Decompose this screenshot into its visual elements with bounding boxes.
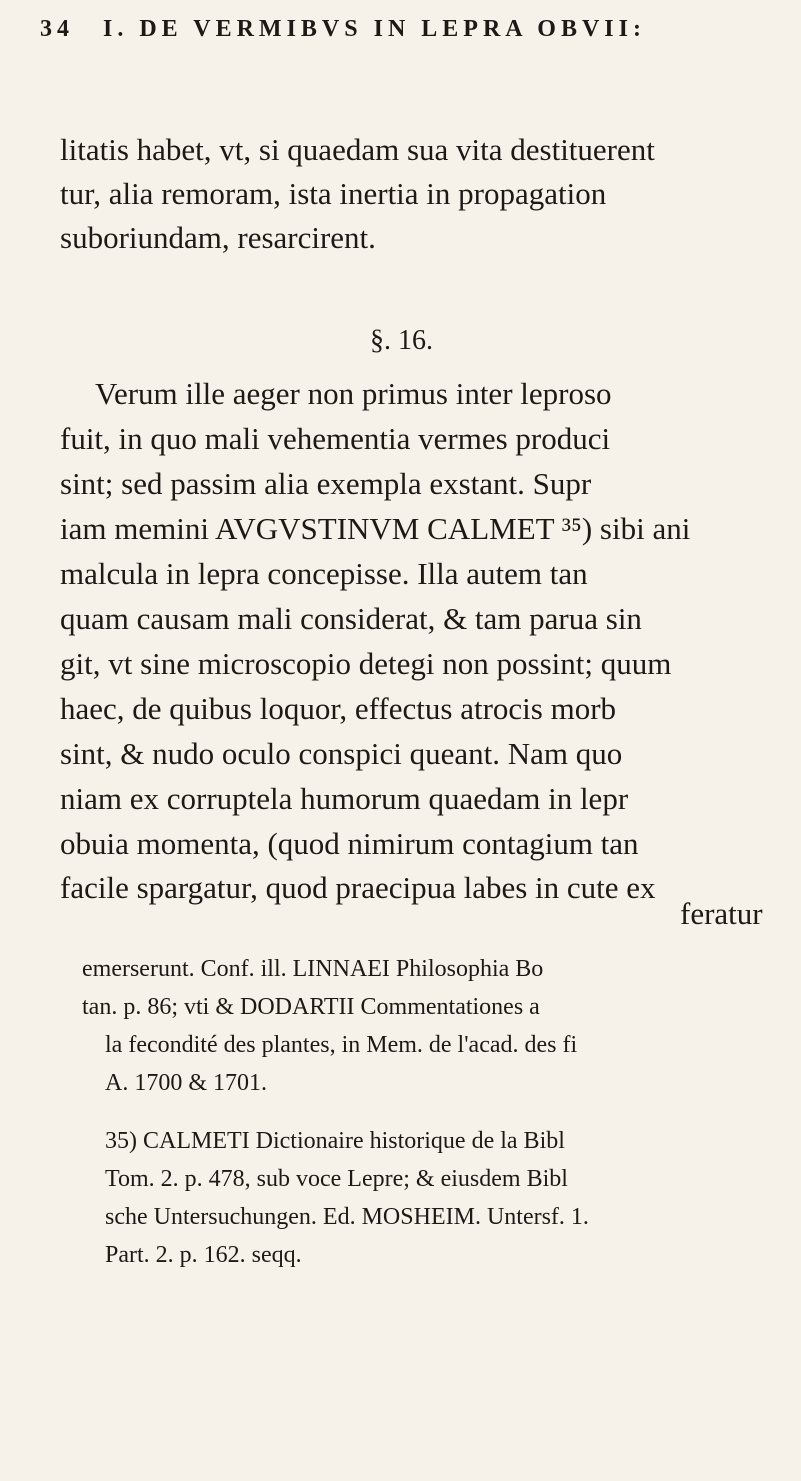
body-line: Verum ille aeger non primus inter leproso [95, 376, 612, 411]
body-line: sint, & nudo oculo conspici queant. Nam quo [60, 736, 623, 771]
footnote-line: 35) CALMETI Dictionaire historique de la Bibl [105, 1128, 565, 1154]
body-line: litatis habet, vt, si quaedam sua vita destituerent [60, 132, 655, 167]
footnote-line: tan. p. 86; vti & DODARTII Commentationes a [82, 994, 540, 1020]
section-title: §. 16. [370, 325, 433, 356]
body-line: obuia momenta, (quod nimirum contagium tan [60, 826, 639, 861]
body-line: iam memini AVGVSTINVM CALMET ³⁵) sibi ani [60, 511, 691, 546]
body-line: fuit, in quo mali vehementia vermes produci [60, 421, 611, 456]
footnote-line: sche Untersuchungen. Ed. MOSHEIM. Untersf. 1. [105, 1204, 589, 1230]
footnote-line: Tom. 2. p. 478, sub voce Lepre; & eiusdem Bibl [105, 1166, 568, 1192]
body-line: facile spargatur, quod praecipua labes in cute ex [60, 870, 656, 905]
body-line: haec, de quibus loquor, effectus atrocis morb [60, 691, 617, 726]
body-line: tur, alia remoram, ista inertia in propagation [60, 176, 607, 211]
body-line: sint; sed passim alia exempla exstant. Supr [60, 466, 592, 501]
page-number: 34 [40, 16, 74, 42]
running-header [40, 16, 800, 56]
footnote-line: emerserunt. Conf. ill. LINNAEI Philosophia Bo [82, 956, 544, 982]
footnote-line: la fecondité des plantes, in Mem. de l'acad. des fi [105, 1032, 578, 1058]
footnote-line: A. 1700 & 1701. [105, 1070, 267, 1096]
footnote-line: Part. 2. p. 162. seqq. [105, 1242, 302, 1268]
body-line: git, vt sine microscopio detegi non possint; quum [60, 646, 672, 681]
body-line: suboriundam, resarcirent. [60, 220, 376, 255]
body-line: quam causam mali considerat, & tam parua sin [60, 601, 642, 636]
body-line: malcula in lepra concepisse. Illa autem tan [60, 556, 588, 591]
body-line: niam ex corruptela humorum quaedam in lepr [60, 781, 629, 816]
catchword: feratur [680, 896, 763, 931]
running-title: I. DE VERMIBVS IN LEPRA OBVII: [103, 16, 646, 42]
